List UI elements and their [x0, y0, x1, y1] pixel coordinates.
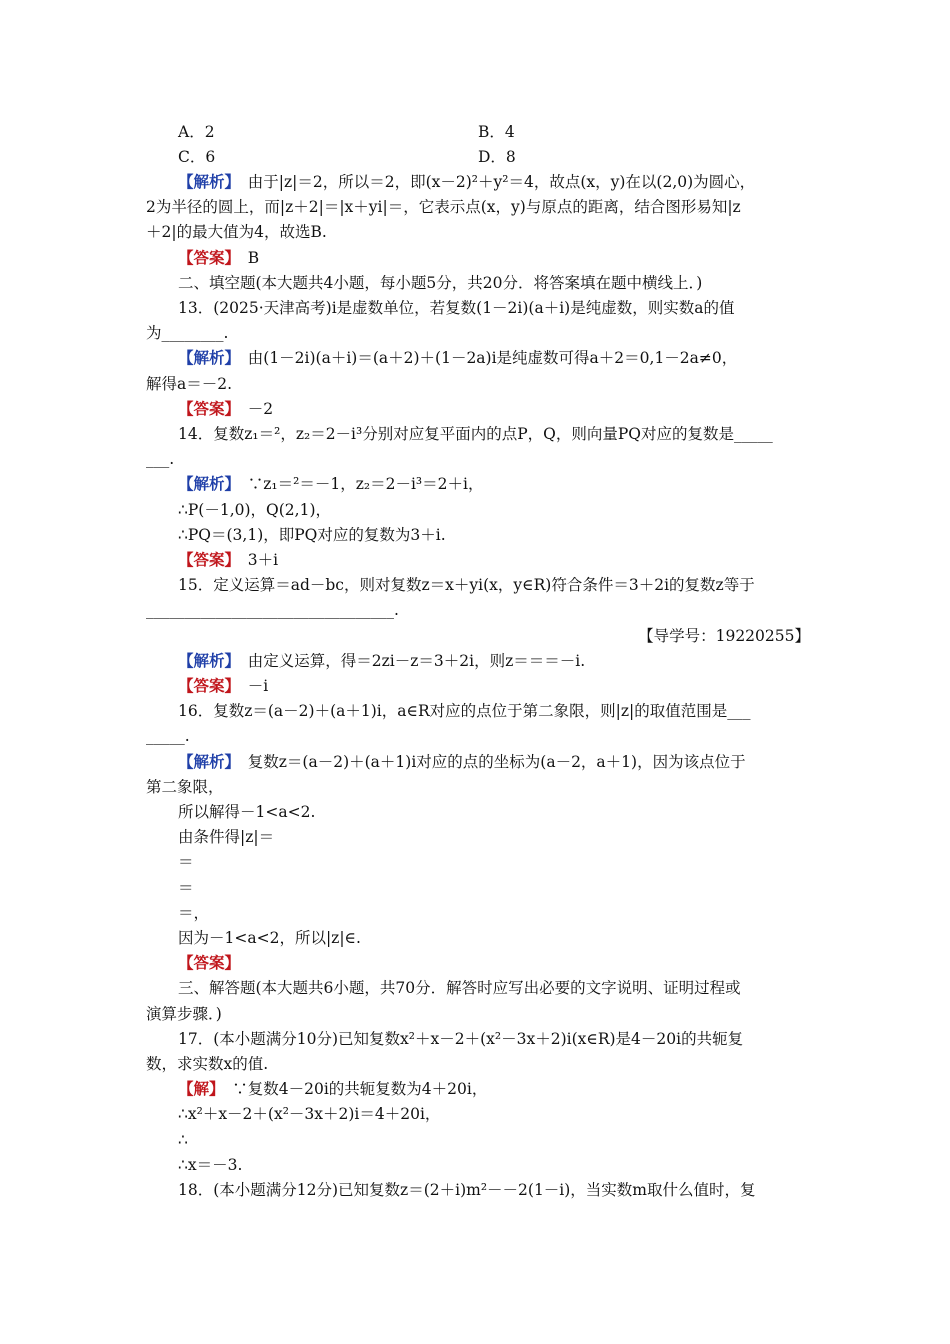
line-text: ∴PQ＝(3,1)，即PQ对应的复数为3＋i.	[178, 525, 446, 544]
text-line	[178, 1155, 842, 1175]
text-line	[178, 172, 842, 192]
line-text: 15．定义运算＝ad－bc，则对复数z＝x＋yi(x，y∈R)符合条件＝3＋2i的复数z等于	[178, 576, 755, 595]
line-text: 二、填空题(本大题共4小题，每小题5分，共20分．将答案填在题中横线上．)	[178, 273, 703, 292]
option-d: D．8	[478, 148, 516, 166]
line-text: ∴x＝－3.	[178, 1155, 243, 1174]
text-line	[146, 777, 810, 797]
text-line	[178, 852, 842, 872]
text-line	[178, 424, 842, 444]
line-text: 由于|z|＝2，所以＝2，即(x－2)²＋y²＝4，故点(x，y)在以(2,0)为圆心，	[232, 173, 756, 191]
text-line	[178, 500, 842, 520]
text-line	[178, 978, 842, 998]
section-label: 【答案】	[178, 550, 233, 569]
line-text: 17．(本小题满分10分)已知复数x²＋x－2＋(x²－3x＋2)i(x∈R)是4－20i的共轭复	[178, 1029, 744, 1048]
line-text: 由条件得|z|＝	[178, 828, 275, 847]
line-text: 解得a＝－2.	[146, 374, 233, 393]
line-text: 由(1－2i)(a＋i)＝(a＋2)＋(1－2a)i是纯虚数可得a＋2＝0,1－2a≠0，	[232, 349, 738, 368]
line-text: ________________________________.	[146, 601, 399, 620]
section-label: 【解析】	[178, 172, 233, 191]
text-line	[146, 197, 810, 217]
text-line	[146, 323, 810, 343]
line-text: ＋2|的最大值为4，故选B.	[146, 223, 327, 242]
line-text: 复数z＝(a－2)＋(a＋1)i对应的点的坐标为(a－2，a＋1)，因为该点位于	[232, 752, 746, 771]
line-text: 所以解得－1<a<2.	[178, 803, 316, 821]
text-line	[178, 1079, 842, 1099]
text-line	[146, 1054, 810, 1074]
text-line	[178, 928, 842, 948]
section-label: 【解析】	[178, 474, 233, 494]
line-text: 18．(本小题满分12分)已知复数z＝(2＋i)m²－－2(1－i)，当实数m取什么值时，复	[178, 1181, 756, 1199]
line-text: 14．复数z₁＝²，z₂＝2－i³分别对应复平面内的点P，Q，则向量PQ对应的复数是_____	[178, 425, 773, 443]
text-line	[146, 1004, 810, 1024]
line-text: _____.	[146, 727, 190, 746]
text-line	[178, 348, 842, 368]
line-text: －i	[232, 677, 269, 695]
text-line	[146, 600, 810, 620]
section-label: 【答案】	[178, 953, 241, 973]
text-line	[178, 525, 842, 545]
text-line	[178, 651, 842, 671]
text-line	[178, 298, 842, 318]
text-line	[146, 222, 810, 242]
text-line	[178, 953, 842, 973]
line-text: 三、解答题(本大题共6小题，共70分．解答时应写出必要的文字说明、证明过程或	[178, 979, 741, 998]
text-line	[178, 1029, 842, 1049]
text-line	[178, 575, 842, 595]
line-text: ∵复数4－20i的共轭复数为4＋20i，	[216, 1080, 488, 1099]
line-text: 第二象限，	[146, 777, 224, 796]
line-text: ＝	[178, 853, 194, 872]
text-line	[178, 399, 842, 419]
text-line	[178, 1130, 842, 1150]
text-line	[178, 550, 842, 570]
text-line	[178, 802, 842, 822]
line-text: ∴P(－1,0)，Q(2,1)，	[178, 500, 331, 519]
text-line	[178, 676, 842, 696]
line-text: 3＋i	[232, 551, 279, 569]
section-label: 【解析】	[178, 751, 233, 771]
option-b: B．4	[478, 123, 515, 141]
line-text: ___.	[146, 450, 175, 469]
option-a: A．2	[178, 123, 215, 141]
text-line	[178, 701, 842, 721]
line-text: 为________.	[146, 324, 229, 343]
text-line	[178, 474, 842, 494]
line-text: 由定义运算，得＝2zi－z＝3＋2i，则z＝＝＝－i.	[232, 651, 586, 670]
text-line	[178, 752, 842, 772]
line-text: ＝	[178, 878, 194, 897]
line-text: ∵z₁＝²＝－1，z₂＝2－i³＝2＋i，	[232, 475, 484, 494]
line-text: B	[232, 248, 260, 267]
section-label: 【解析】	[178, 348, 233, 368]
line-text: 数，求实数x的值.	[146, 1055, 269, 1073]
text-line	[178, 1180, 842, 1200]
text-line	[146, 449, 810, 469]
text-line	[178, 903, 842, 923]
text-line	[178, 878, 842, 898]
line-text: 16．复数z＝(a－2)＋(a＋1)i，a∈R对应的点位于第二象限，则|z|的取值范围是___	[178, 702, 751, 721]
line-text: ＝，	[178, 903, 210, 922]
text-line	[178, 248, 842, 268]
text-line	[178, 273, 842, 293]
section-label: 【答案】	[178, 247, 233, 267]
section-label: 【答案】	[178, 398, 233, 418]
section-label: 【答案】	[178, 676, 233, 695]
option-c: C．6	[178, 148, 216, 166]
line-text: 13．(2025·天津高考)i是虚数单位，若复数(1－2i)(a＋i)是纯虚数，则实数a的值	[178, 299, 735, 317]
line-text: 因为－1<a<2，所以|z|∈.	[178, 929, 361, 947]
section-label: 【解析】	[178, 650, 233, 670]
text-line	[146, 726, 810, 746]
section-label: 【解】	[178, 1079, 217, 1099]
text-line	[178, 1104, 842, 1124]
line-text: ∴x²＋x－2＋(x²－3x＋2)i＝4＋20i，	[178, 1105, 441, 1124]
line-text: ∴	[178, 1130, 188, 1149]
line-text: －2	[232, 399, 274, 418]
text-line	[638, 626, 810, 646]
text-line	[178, 827, 842, 847]
line-text: 演算步骤．)	[146, 1004, 222, 1023]
text-line	[146, 374, 810, 394]
line-text: 【导学号：19220255】	[638, 626, 810, 645]
line-text: 2为半径的圆上，而|z＋2|＝|x＋yi|＝，它表示点(x，y)与原点的距离，结合图形易知|z	[146, 198, 741, 217]
